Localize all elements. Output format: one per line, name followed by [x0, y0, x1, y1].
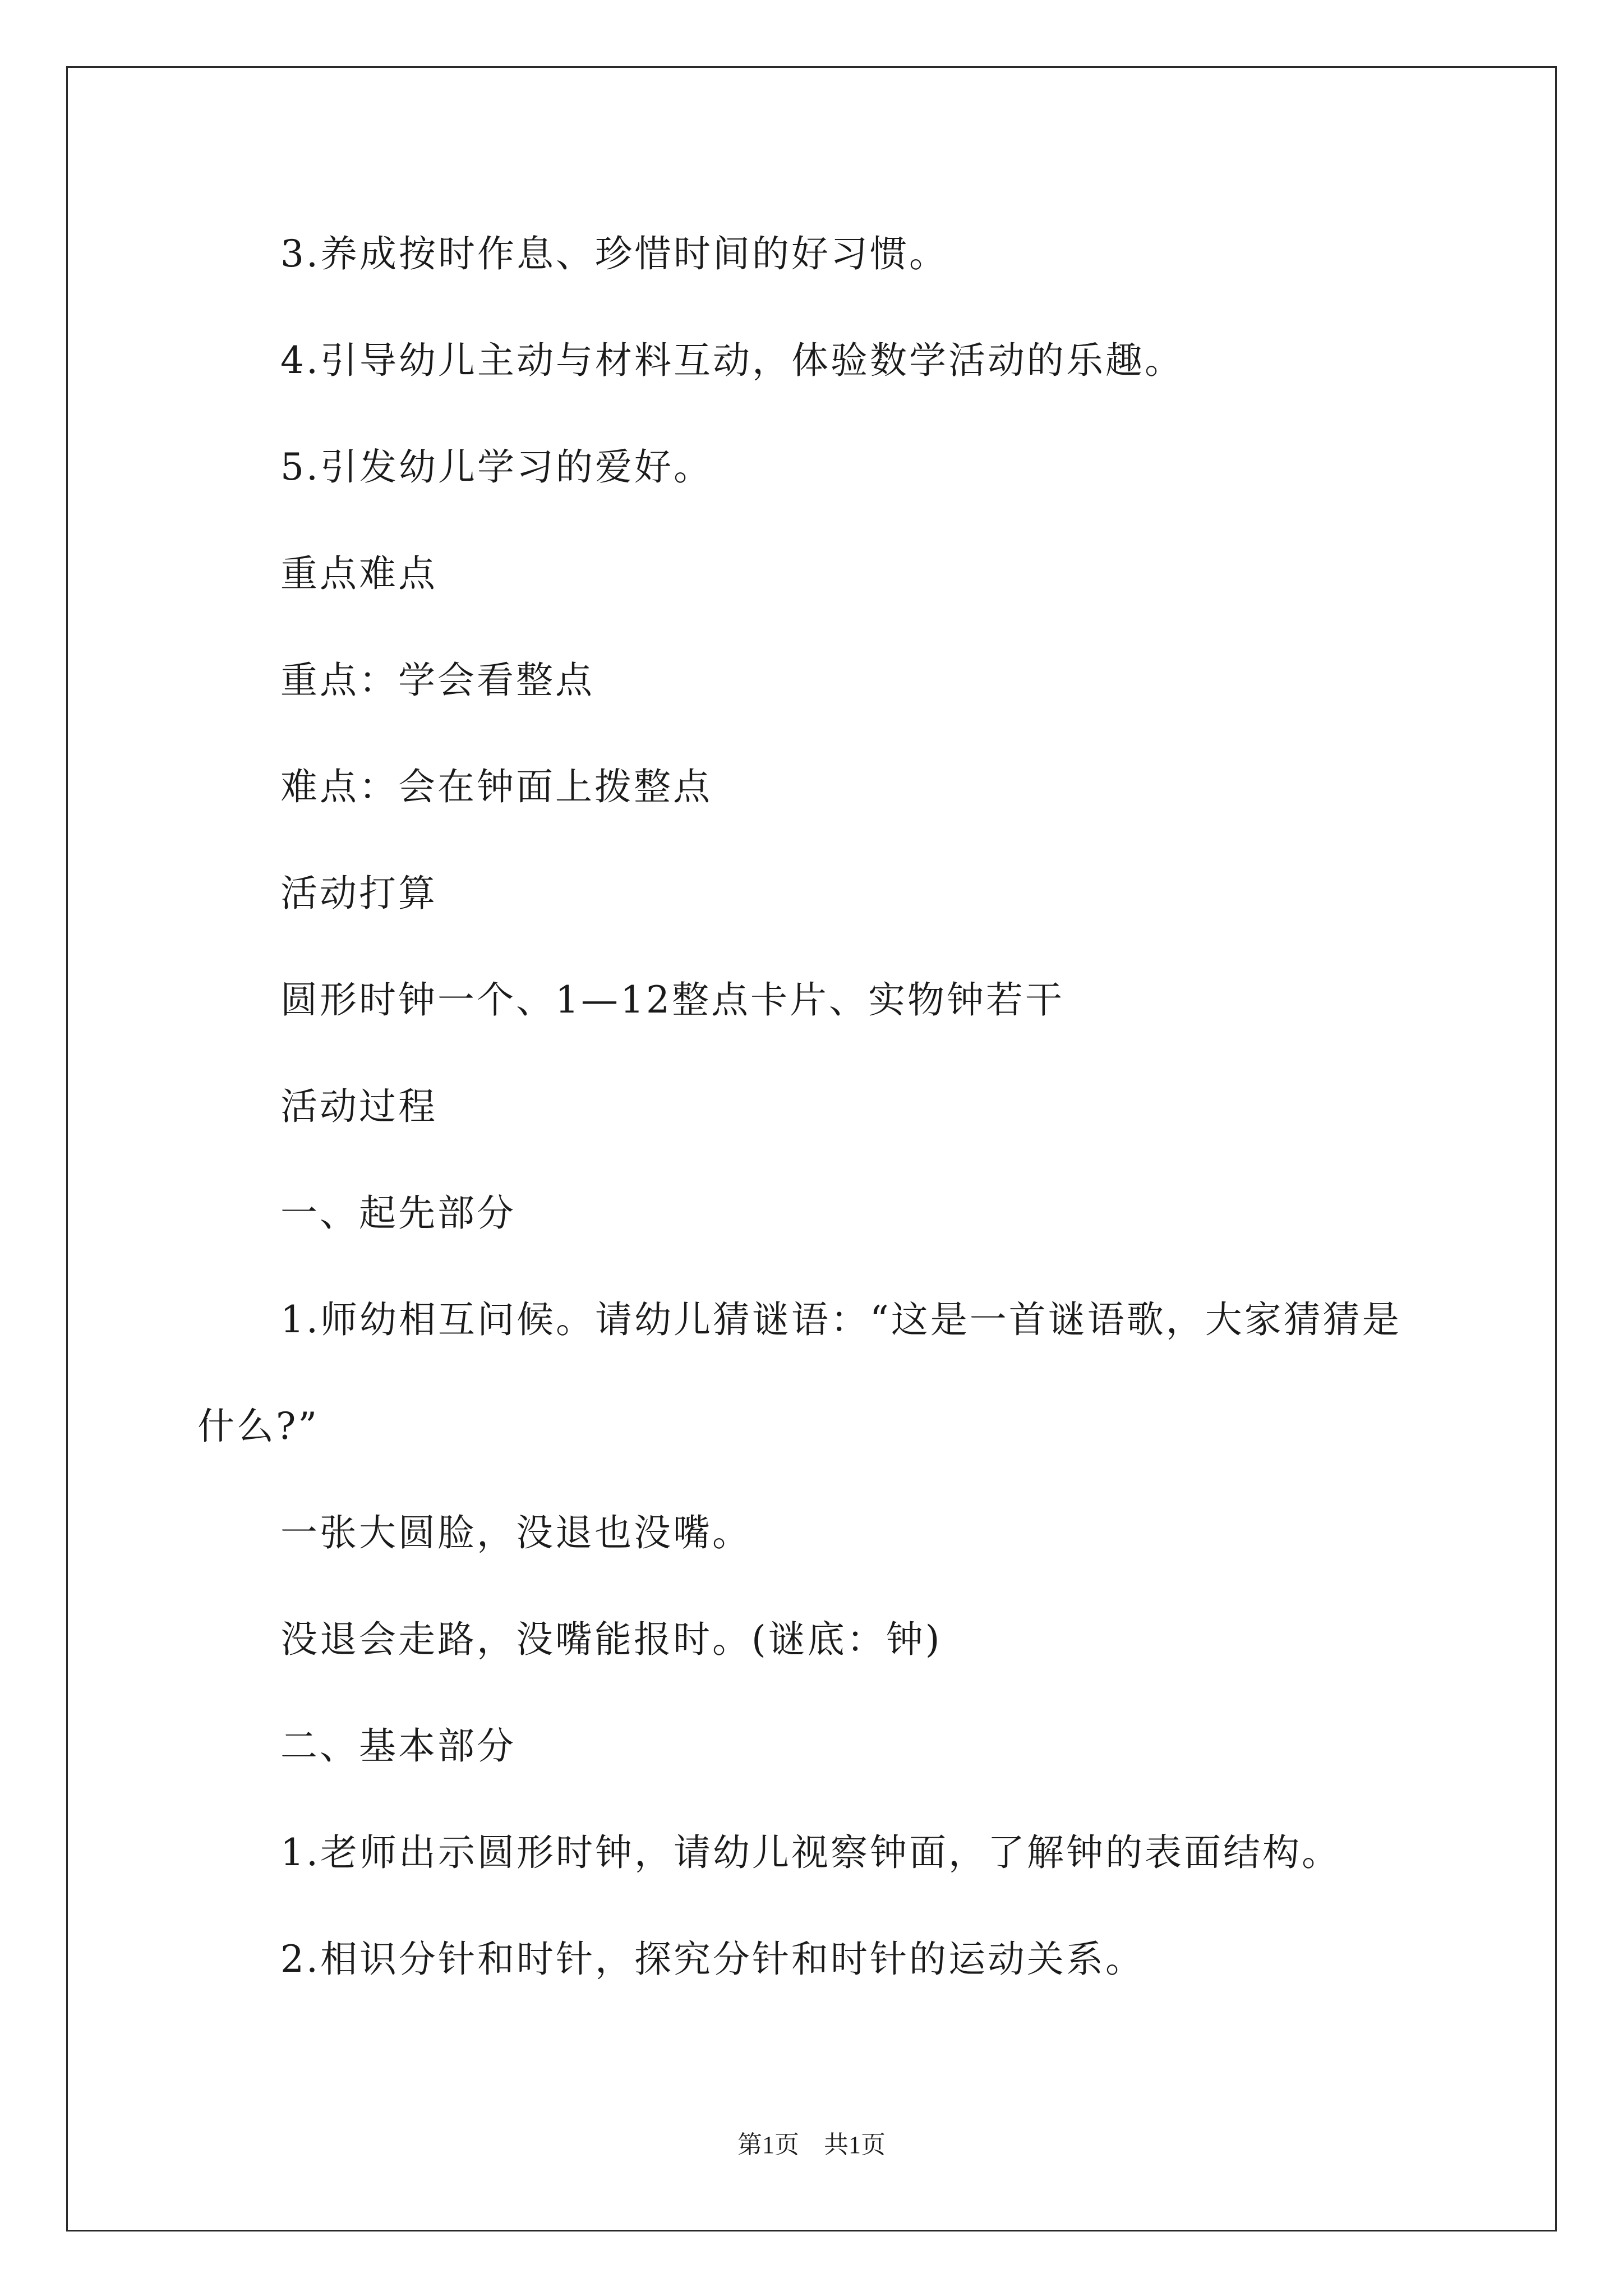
paragraph-riddle-intro-cont: 什么?”	[197, 1405, 320, 1448]
paragraph-materials: 圆形时钟一个、1—12整点卡片、实物钟若干	[280, 978, 1064, 1022]
paragraph-riddle-line-2: 没退会走路，没嘴能报时。(谜底：钟)	[280, 1618, 942, 1661]
paragraph-step-1: 1.老师出示圆形时钟，请幼儿视察钟面，了解钟的表面结构。	[280, 1831, 1341, 1874]
paragraph-difficulty: 难点：会在钟面上拨整点	[280, 765, 712, 808]
paragraph-goal-3: 3.养成按时作息、珍惜时间的好习惯。	[280, 232, 948, 275]
paragraph-goal-5: 5.引发幼儿学习的爱好。	[280, 445, 713, 489]
page-footer: 第1页 共1页	[737, 2131, 886, 2159]
heading-key-points: 重点难点	[280, 552, 437, 595]
paragraph-riddle-intro: 1.师幼相互问候。请幼儿猜谜语：“这是一首谜语歌，大家猜猜是	[280, 1298, 1401, 1341]
paragraph-riddle-line-1: 一张大圆脸，没退也没嘴。	[280, 1511, 751, 1554]
paragraph-key-point: 重点：学会看整点	[280, 659, 594, 702]
page-border	[66, 66, 1557, 2231]
heading-part-one: 一、起先部分	[280, 1191, 516, 1235]
heading-activity-process: 活动过程	[280, 1085, 437, 1128]
heading-activity-prep: 活动打算	[280, 872, 437, 915]
paragraph-step-2: 2.相识分针和时针，探究分针和时针的运动关系。	[280, 1938, 1145, 1981]
heading-part-two: 二、基本部分	[280, 1724, 516, 1768]
paragraph-goal-4: 4.引导幼儿主动与材料互动，体验数学活动的乐趣。	[280, 339, 1184, 382]
